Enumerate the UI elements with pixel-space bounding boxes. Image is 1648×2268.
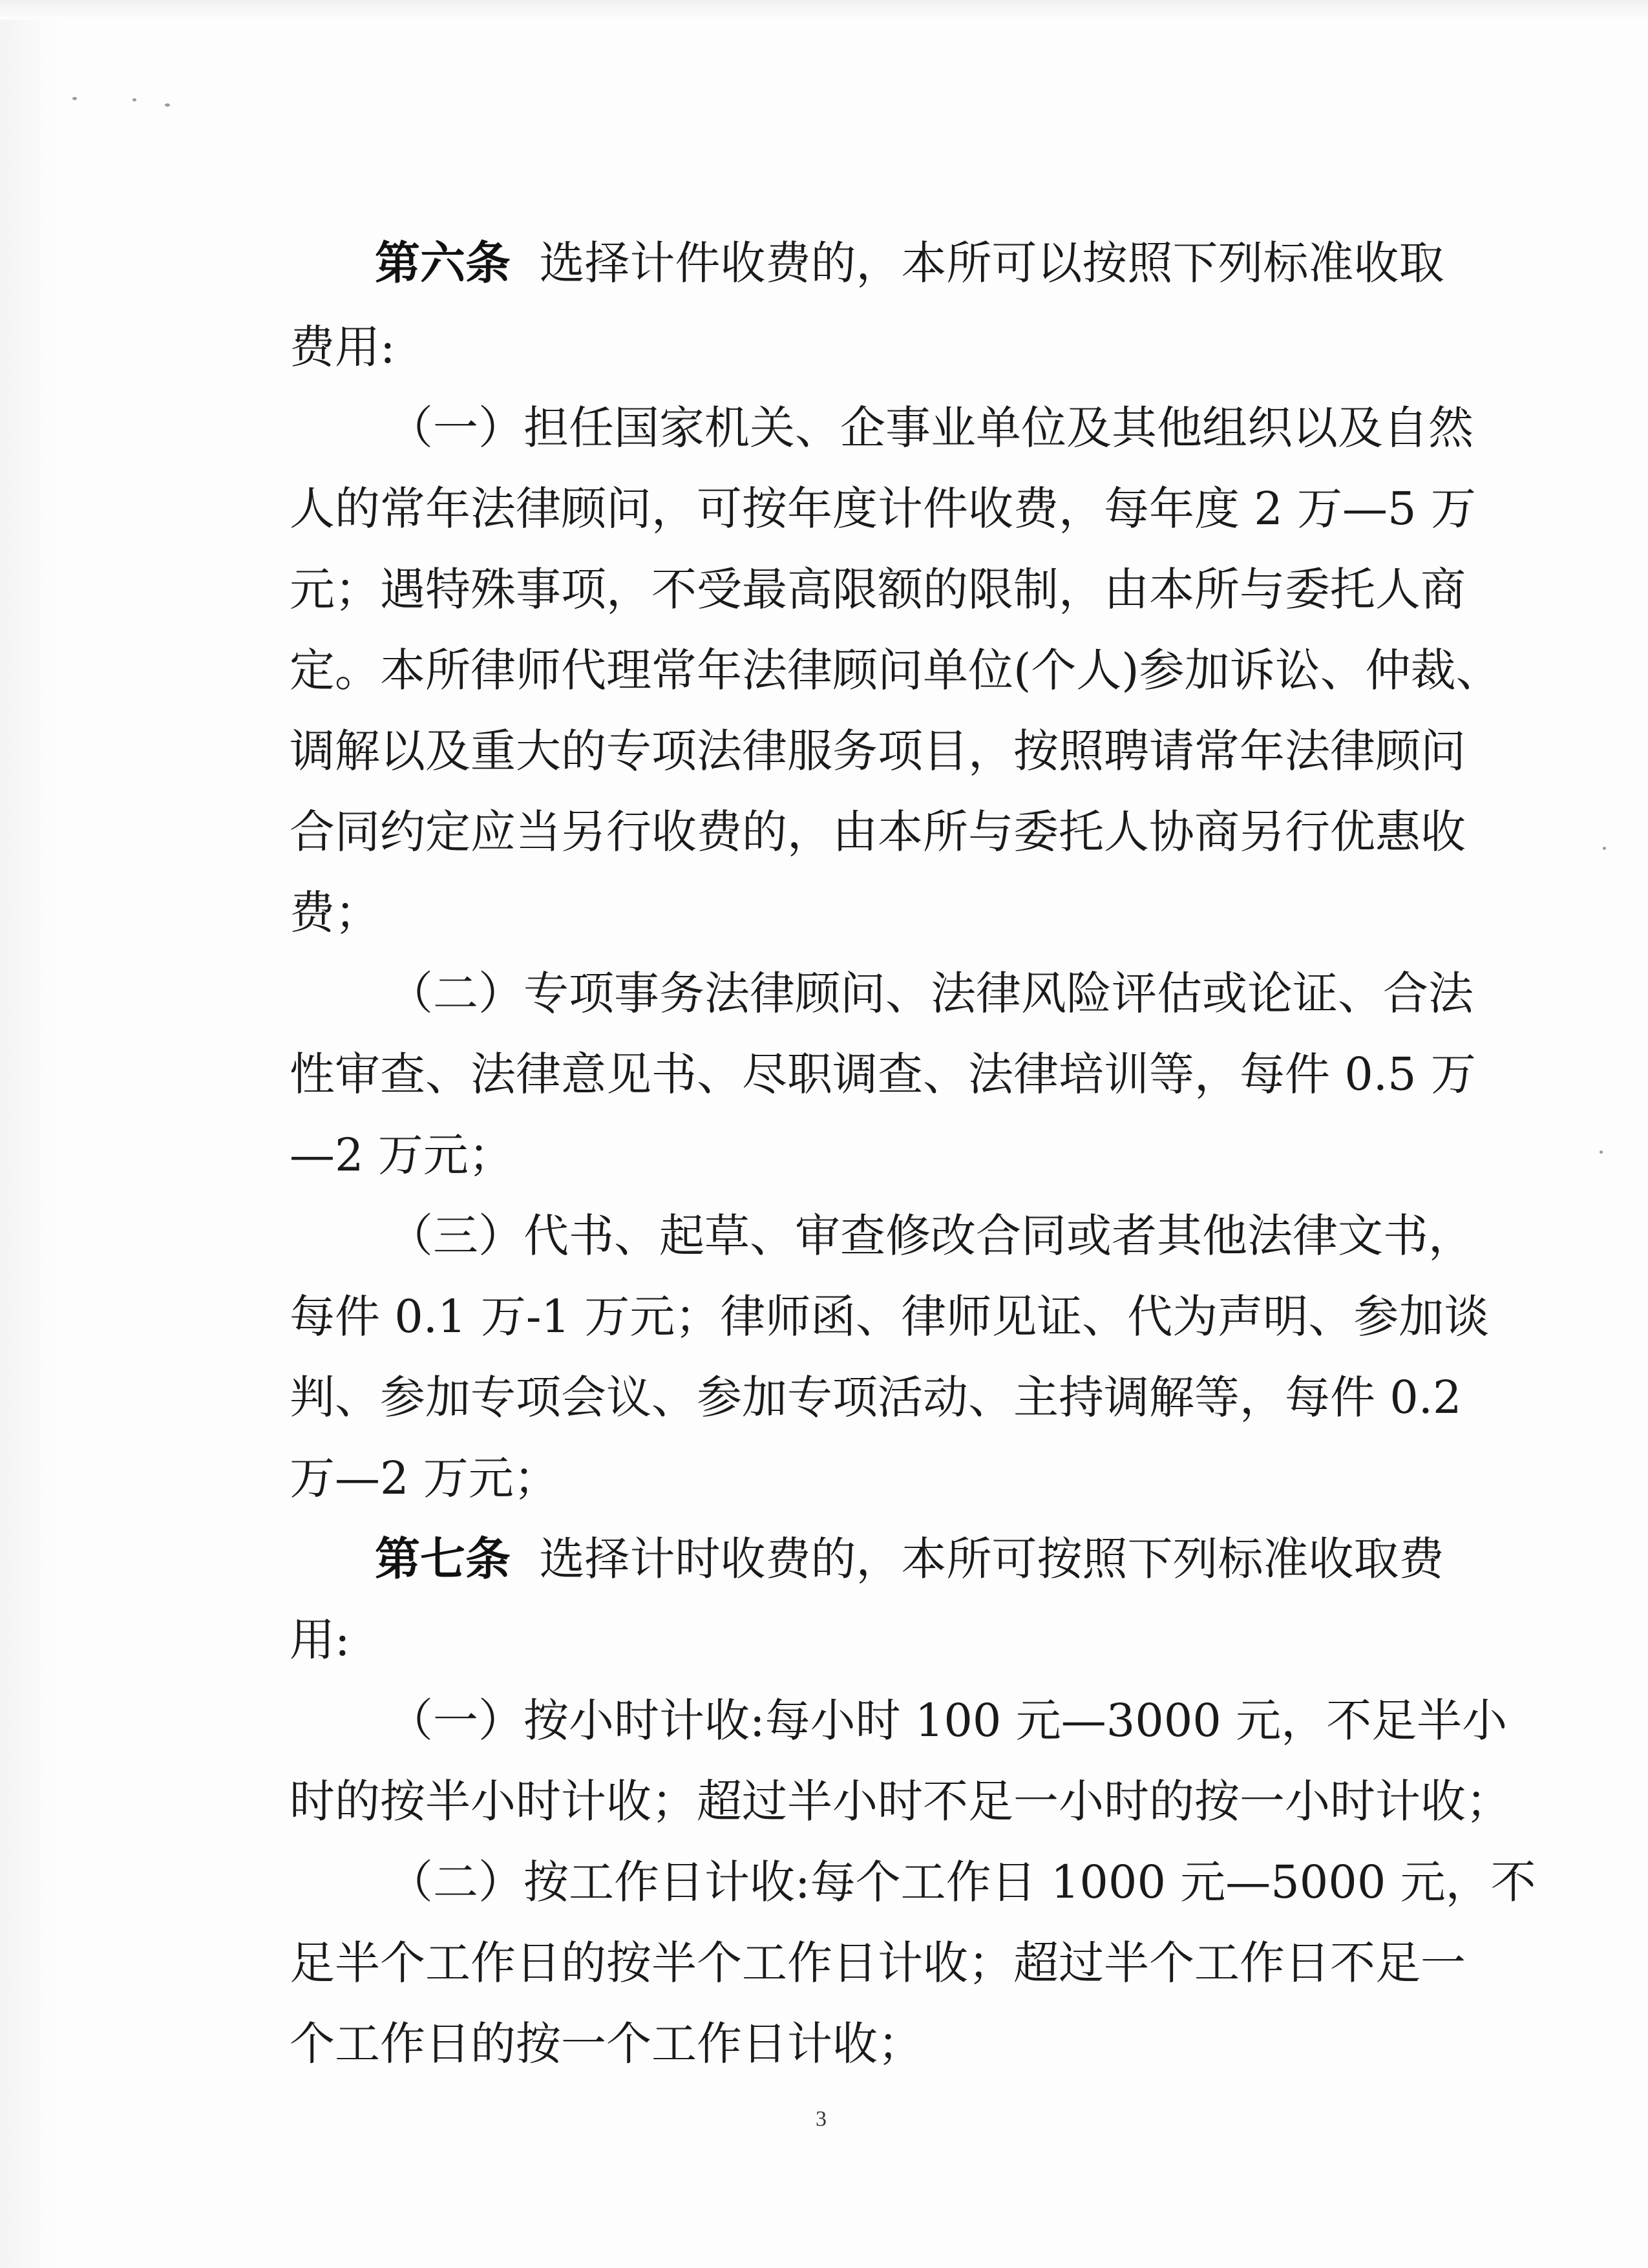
article6-item1-line: 调解以及重大的专项法律服务项目，按照聘请常年法律顾问 bbox=[290, 725, 1466, 778]
scan-speck bbox=[1603, 847, 1606, 850]
article7-item1-line: （一）按小时计收:每小时 100 元—3000 元，不足半小 bbox=[388, 1694, 1508, 1747]
article7-item1-line: 时的按半小时计收；超过半小时不足一小时的按一小时计收； bbox=[290, 1775, 1511, 1828]
article6-intro-continued: 费用: bbox=[290, 321, 396, 374]
article6-first-line bbox=[375, 237, 1444, 290]
article6-item2-line: —2 万元； bbox=[290, 1129, 514, 1182]
article6-item3-line: （三）代书、起草、审查修改合同或者其他法律文书， bbox=[388, 1209, 1474, 1262]
article6-item1-line: 合同约定应当另行收费的，由本所与委托人协商另行优惠收 bbox=[290, 805, 1466, 858]
scan-shadow-top bbox=[0, 0, 1648, 19]
article6-item3-line: 万—2 万元； bbox=[290, 1452, 559, 1505]
page-number: 3 bbox=[816, 2107, 827, 2131]
article7-heading: 第七条 bbox=[375, 1532, 511, 1585]
scan-speck bbox=[165, 103, 170, 107]
article7-first-line bbox=[375, 1532, 1444, 1585]
article6-item2-line: 性审查、法律意见书、尽职调查、法律培训等，每件 0.5 万 bbox=[290, 1048, 1476, 1101]
scan-shadow-left bbox=[0, 0, 61, 2268]
article6-item1-line: 元；遇特殊事项，不受最高限额的限制，由本所与委托人商 bbox=[290, 563, 1466, 616]
scan-speck bbox=[72, 97, 77, 100]
scan-speck bbox=[1600, 1150, 1603, 1154]
article6-item1-line: 人的常年法律顾问，可按年度计件收费，每年度 2 万—5 万 bbox=[290, 482, 1476, 535]
scan-speck bbox=[132, 98, 136, 101]
article7-intro: 选择计时收费的，本所可按照下列标准收取费 bbox=[539, 1532, 1444, 1585]
article7-item2-line: 足半个工作日的按半个工作日计收；超过半个工作日不足一 bbox=[290, 1936, 1466, 1989]
article6-item3-line: 每件 0.1 万-1 万元；律师函、律师见证、代为声明、参加谈 bbox=[290, 1290, 1490, 1343]
article7-intro-continued: 用: bbox=[290, 1613, 350, 1666]
article6-item2-line: （二）专项事务法律顾问、法律风险评估或论证、合法 bbox=[388, 967, 1474, 1020]
article6-item1-line: 定。本所律师代理常年法律顾问单位(个人)参加诉讼、仲裁、 bbox=[290, 644, 1501, 697]
article6-intro: 选择计件收费的，本所可以按照下列标准收取 bbox=[539, 237, 1444, 290]
article7-item2-line: （二）按工作日计收:每个工作日 1000 元—5000 元，不 bbox=[388, 1856, 1536, 1909]
article6-item1-line: （一）担任国家机关、企事业单位及其他组织以及自然 bbox=[388, 401, 1474, 454]
article7-item2-line: 个工作日的按一个工作日计收； bbox=[290, 2017, 923, 2070]
article6-heading: 第六条 bbox=[375, 237, 511, 290]
article6-item1-line: 费； bbox=[290, 886, 380, 939]
article6-item3-line: 判、参加专项会议、参加专项活动、主持调解等，每件 0.2 bbox=[290, 1371, 1462, 1424]
